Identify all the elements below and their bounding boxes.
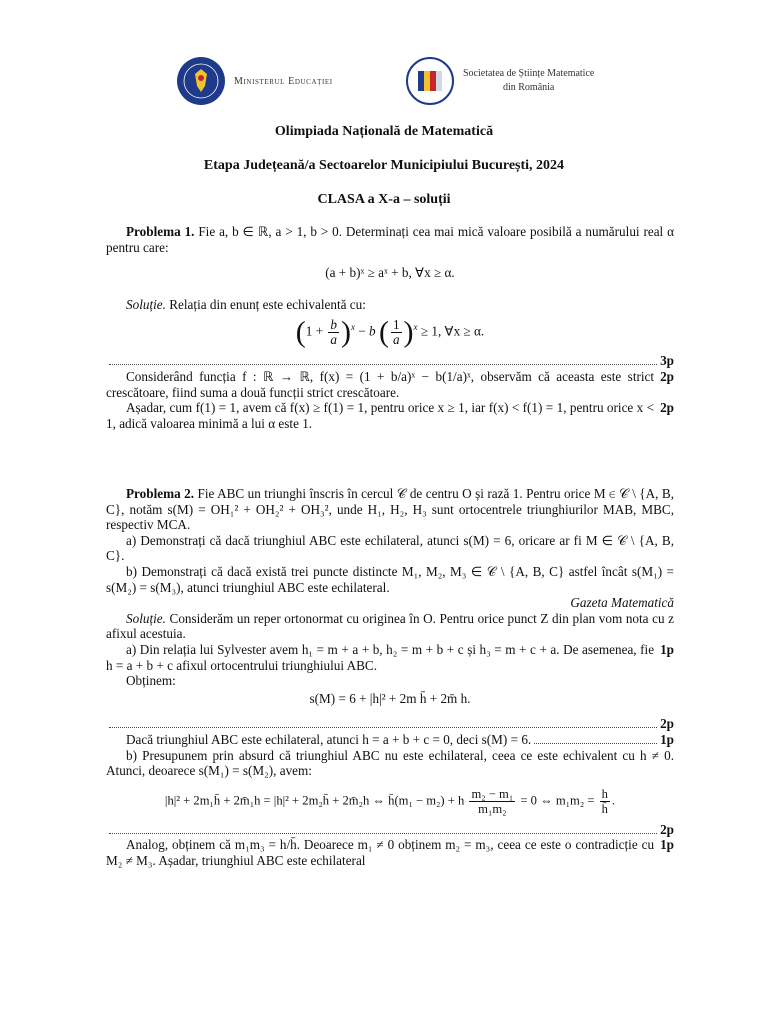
header-logos (0, 54, 768, 110)
class-title: CLASA a X-a – soluții (317, 192, 451, 207)
p2-sol-b: b) Presupunem prin absurd că triunghiul ABC nu este echilateral, ceea ce este echivalent cu h ≠ 0. Atunci, deoarece s(M₁) = s(M₂), avem: (106, 747, 674, 779)
p2-eq-s: s(M) = 6 + |h|² + 2m h̄ + 2m̄ h. (309, 690, 471, 706)
p2-points-row-4: 2p (106, 822, 674, 838)
stage-title: Etapa Județeană/a Sectoarelor Municipiului București, 2024 (203, 158, 565, 173)
p1-statement: Problema 1. Fie a, b ∈ ℝ, a > 1, b > 0. Determinați cea mai mică valoare posibilă a numărului real α pentru care: (106, 224, 674, 255)
p2-eq-b: |h|² + 2m₁h̄ + 2m̄₁h = |h|² + 2m₂h̄ + 2m̄₂h ⇔ h̄(m₁ − m₂) + h $\frac{\text{m₂ − m₁}}{\text{m₁m₂}}$ = 0 ⇔ m₁m₂ = $\frac{h}{h̄}$ . (164, 786, 616, 816)
problem-2 (106, 486, 674, 868)
p1-points-row-1: 3p (106, 353, 674, 369)
p1-step-2: Considerând funcția f : ℝ → ℝ, f(x) = (1 + b/a)ˣ − b(1/a)ˣ, observăm că aceasta este strict crescătoare, fiind suma a două funcții strict crescătoare. 2p (106, 368, 674, 400)
p2-points-row-2: 2p (106, 716, 674, 732)
p2-statement: Problema 2. Fie ABC un triunghi înscris în cercul 𝒞 de centru O și rază 1. Pentru orice M ∈ 𝒞 \ {A, B, C}, notăm s(M) = OH₁² + OH₂² + OH₃², unde H₁, H₂, H₃ sunt ortocentrele triunghiurilor MAB, MBC, respectiv MCA. (106, 486, 675, 533)
ministry-name: Ministerul Educației (234, 75, 333, 87)
society-logo (405, 56, 594, 106)
p1-step-3: Așadar, cum f(1) = 1, avem că f(x) ≥ f(1) = 1, pentru orice x ≥ 1, iar f(x) < f(1) = 1, pentru orice x < 1, adică valoarea minimă a lui α este 1. 2p (106, 400, 674, 431)
p1-eq2: (1 + $\frac{b}{a}$ )$^x$ − b ( $\frac{1}{a}$ )$^x$ ≥ 1, ∀x ≥ α. (295, 316, 485, 350)
p2-solution-intro: Soluție. Considerăm un reper ortonormat cu originea în O. Pentru orice punct Z din plan vom nota cu z afixul acestuia. (106, 610, 674, 642)
olympiad-title: Olimpiada Națională de Matematică (274, 124, 494, 139)
p2-final: Analog, obținem că m₁m₃ = h/h̄. Deoarece m₁ ≠ 0 obținem m₂ = m₃, ceea ce este o contradicție cu M₂ ≠ M₃. Așadar, triunghiul ABC este echilateral 1p (106, 837, 674, 868)
society-seal-icon (405, 56, 455, 106)
p1-solution-intro: Soluție. Relația din enunț este echivalentă cu: (126, 296, 366, 312)
problem-1 (106, 224, 674, 431)
ministry-logo (176, 56, 333, 106)
p2-obtain: Obținem: (126, 673, 176, 689)
society-name: Societatea de Științe Matematice din România (463, 68, 595, 93)
p2-source: Gazeta Matematică (570, 595, 674, 611)
p2-part-b: b) Demonstrați că dacă există trei puncte distincte M₁, M₂, M₃ ∈ 𝒞 \ {A, B, C} astfel încât s(M₁) = s(M₂) = s(M₃), atunci triunghiul ABC este echilateral. (106, 563, 674, 595)
ministry-seal-icon (176, 56, 226, 106)
p2-part-a: a) Demonstrați că dacă triunghiul ABC este echilateral, atunci s(M) = 6, oricare ar fi M ∈ 𝒞 \ {A, B, C}. (106, 532, 674, 564)
p1-eq1: (a + b)ˣ ≥ aˣ + b, ∀x ≥ α. (325, 265, 455, 281)
p2-sol-a: a) Din relația lui Sylvester avem h₁ = m + a + b, h₂ = m + b + c și h₃ = m + c + a. De asemenea, fie h = a + b + c afixul ortocentrului triunghiului ABC. 1p (106, 641, 674, 673)
p2-equilateral: Dacă triunghiul ABC este echilateral, atunci h = a + b + c = 0, deci s(M) = 6. 1p (126, 731, 674, 747)
